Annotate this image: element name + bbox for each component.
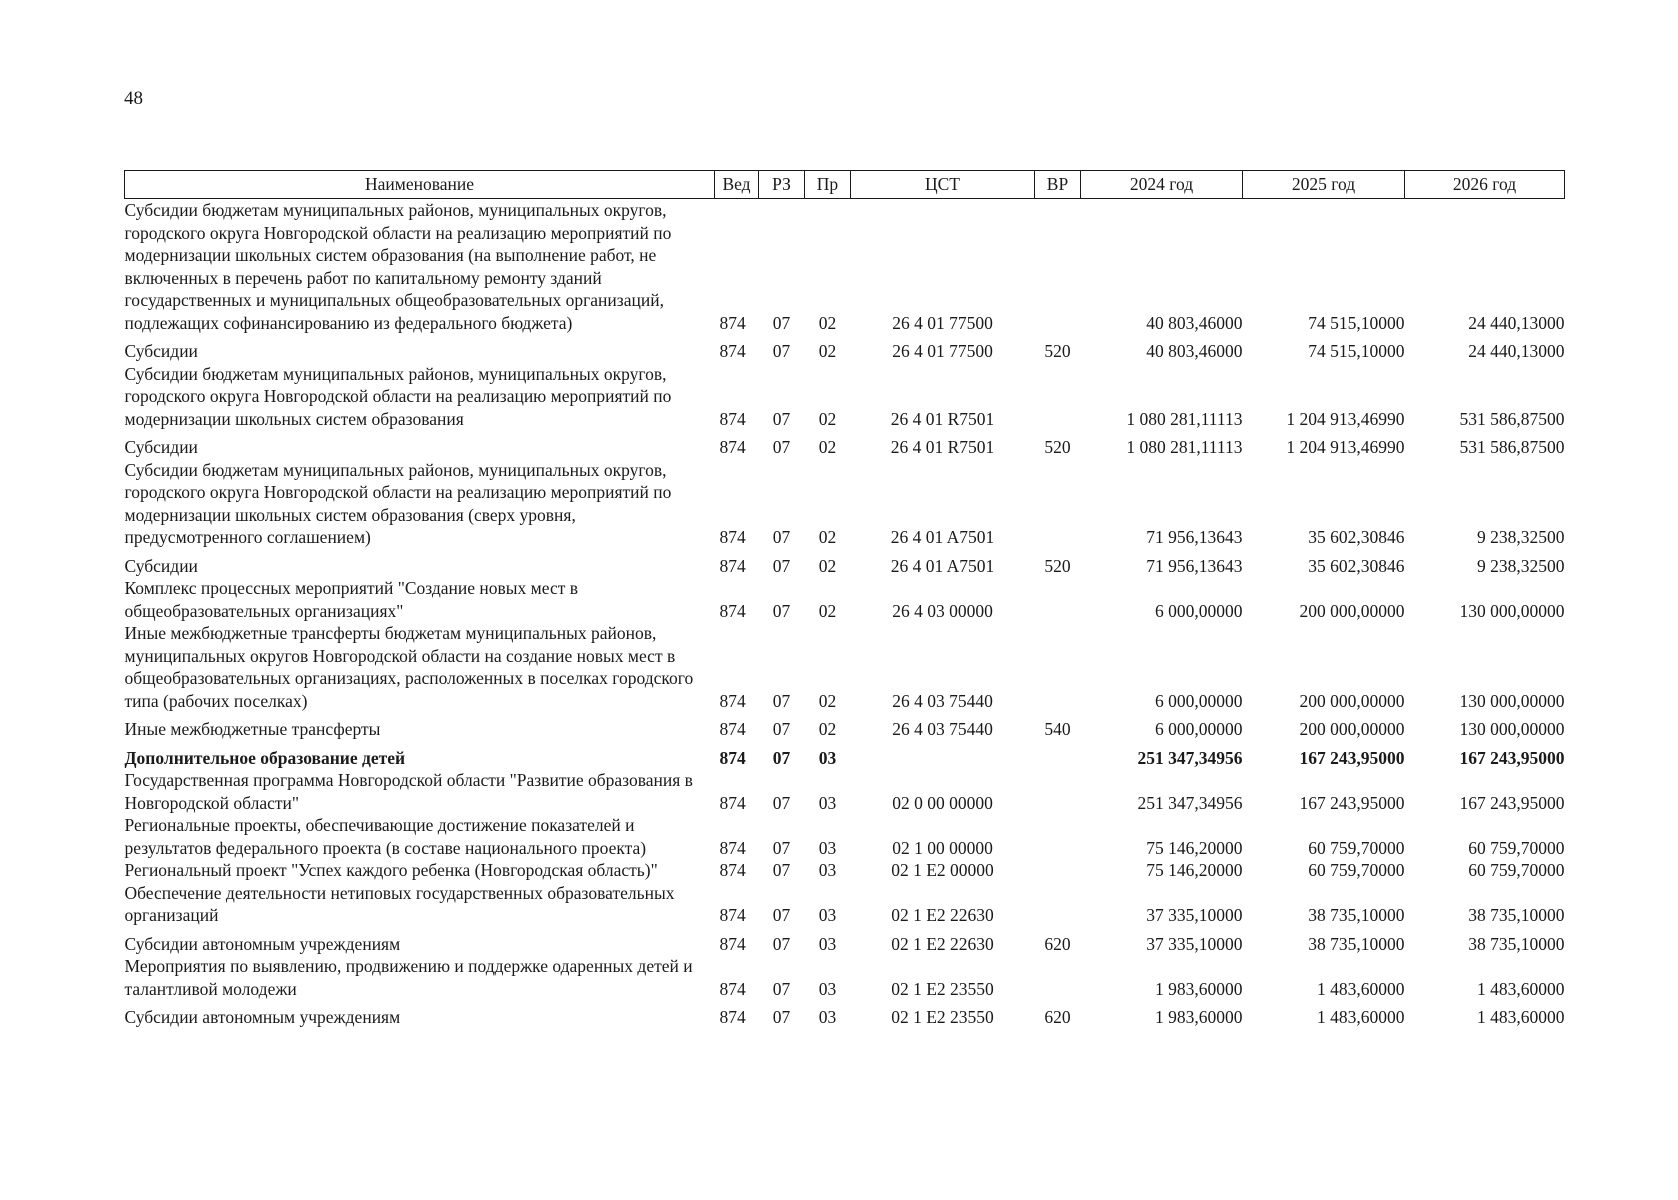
table-row (125, 334, 1565, 363)
row-rz: 07 (772, 837, 791, 858)
row-amount-2024: 1 080 281,11113 (1126, 437, 1243, 457)
row-pr: 03 (818, 1007, 837, 1027)
row-cst: 02 1 00 00000 (892, 837, 993, 858)
row-name: Субсидии бюджетам муниципальных районов, муниципальных округов, городского округа Новгородской области на реализацию мероприятий по модернизации школьных систем образования (124, 363, 672, 429)
row-amount-2026: 60 759,70000 (1468, 837, 1565, 858)
table-row (125, 1000, 1565, 1029)
row-amount-2024: 251 347,34956 (1137, 747, 1243, 768)
row-rz: 07 (772, 341, 791, 361)
row-amount-2025: 200 000,00000 (1299, 690, 1405, 711)
table-row (125, 955, 1565, 1000)
row-amount-2026: 24 440,13000 (1468, 312, 1565, 333)
row-amount-2025: 60 759,70000 (1308, 860, 1405, 880)
row-ved: 874 (719, 933, 746, 954)
row-rz: 07 (772, 747, 791, 768)
row-vr (1035, 814, 1081, 859)
header-cst: ЦСТ (851, 171, 1035, 199)
header-name: Наименование (125, 171, 715, 199)
header-2025: 2025 год (1243, 171, 1405, 199)
row-ved: 874 (719, 860, 746, 880)
header-pr: Пр (805, 171, 851, 199)
table-row (125, 712, 1565, 741)
row-amount-2024: 37 335,10000 (1146, 933, 1243, 954)
row-ved: 874 (719, 437, 746, 457)
row-amount-2026: 167 243,95000 (1459, 792, 1565, 813)
row-name: Субсидии бюджетам муниципальных районов, муниципальных округов, городского округа Новгородской области на реализацию мероприятий по модернизации школьных систем образования (сверх уровня, предусмотренного соглашением) (124, 459, 672, 547)
row-vr: 620 (1044, 933, 1071, 954)
row-rz: 07 (772, 860, 791, 880)
row-amount-2024: 6 000,00000 (1155, 719, 1243, 739)
row-cst: 02 1 E2 23550 (891, 1007, 994, 1027)
row-name: Субсидии (124, 341, 198, 361)
row-vr: 620 (1044, 1007, 1071, 1027)
row-ved: 874 (719, 312, 746, 333)
row-amount-2024: 6 000,00000 (1155, 690, 1243, 711)
row-ved: 874 (719, 341, 746, 361)
table-row (125, 199, 1565, 335)
row-cst: 26 4 03 00000 (892, 600, 993, 621)
row-vr (1035, 769, 1081, 814)
row-pr: 02 (818, 341, 837, 361)
row-pr: 02 (818, 600, 837, 621)
row-name: Региональные проекты, обеспечивающие достижение показателей и результатов федерального проекта (в составе национального проекта) (124, 815, 647, 858)
row-name: Комплекс процессных мероприятий "Создание новых мест в общеобразовательных организациях" (124, 578, 579, 621)
header-2026: 2026 год (1405, 171, 1565, 199)
row-name: Региональный проект "Успех каждого ребенка (Новгородская область)" (124, 860, 658, 880)
row-name: Иные межбюджетные трансферты (124, 719, 381, 739)
row-cst: 26 4 03 75440 (892, 719, 993, 739)
row-cst: 26 4 01 77500 (892, 312, 993, 333)
row-ved: 874 (719, 719, 746, 739)
row-pr: 03 (818, 905, 837, 925)
row-amount-2026: 130 000,00000 (1459, 690, 1565, 711)
row-rz: 07 (772, 719, 791, 739)
row-rz: 07 (772, 555, 791, 576)
table-row (125, 769, 1565, 814)
row-rz: 07 (772, 408, 791, 429)
row-vr (1035, 955, 1081, 1000)
row-amount-2025: 60 759,70000 (1308, 837, 1405, 858)
row-amount-2025: 1 483,60000 (1317, 978, 1405, 999)
table-row (125, 549, 1565, 578)
header-2024: 2024 год (1081, 171, 1243, 199)
row-amount-2024: 251 347,34956 (1137, 792, 1243, 813)
row-cst: 02 1 E2 23550 (891, 978, 994, 999)
row-amount-2025: 38 735,10000 (1308, 933, 1405, 954)
row-pr: 02 (818, 527, 837, 547)
table-header (125, 171, 1565, 199)
row-ved: 874 (719, 747, 746, 768)
row-amount-2025: 38 735,10000 (1308, 905, 1405, 925)
row-vr (1035, 459, 1081, 549)
header-vr: ВР (1035, 171, 1081, 199)
row-amount-2025: 1 483,60000 (1317, 1007, 1405, 1027)
row-vr: 520 (1044, 341, 1071, 361)
row-amount-2025: 200 000,00000 (1299, 600, 1405, 621)
row-cst: 26 4 01 A7501 (890, 527, 995, 547)
row-amount-2026: 9 238,32500 (1477, 527, 1565, 547)
row-ved: 874 (719, 978, 746, 999)
row-name: Обеспечение деятельности нетиповых государственных образовательных организаций (124, 882, 675, 925)
row-amount-2024: 40 803,46000 (1146, 341, 1243, 361)
row-amount-2026: 531 586,87500 (1459, 437, 1565, 457)
row-rz: 07 (772, 690, 791, 711)
row-amount-2024: 71 956,13643 (1146, 527, 1243, 547)
row-name: Субсидии автономным учреждениям (124, 1007, 401, 1027)
row-ved: 874 (719, 1007, 746, 1027)
row-vr (1035, 199, 1081, 335)
row-vr (1035, 577, 1081, 622)
row-cst: 02 1 E2 22630 (891, 905, 994, 925)
row-name: Субсидии (124, 555, 198, 576)
row-pr: 02 (818, 690, 837, 711)
row-cst: 02 1 E2 00000 (891, 860, 994, 880)
table-row (125, 430, 1565, 459)
row-name: Субсидии бюджетам муниципальных районов, муниципальных округов, городского округа Новгородской области на реализацию мероприятий по модернизации школьных систем образования (на выполнение работ, не включенных в перечень работ по капитальному ремонту зданий государственных и муниципальных общеобразовательных организаций, подлежащих софинансированию из федерального бюджета) (124, 200, 672, 333)
row-amount-2024: 75 146,20000 (1146, 860, 1243, 880)
row-name: Мероприятия по выявлению, продвижению и поддержке одаренных детей и талантливой молодежи (124, 956, 693, 999)
row-amount-2024: 40 803,46000 (1146, 312, 1243, 333)
row-pr: 03 (818, 860, 837, 880)
row-ved: 874 (719, 408, 746, 429)
row-amount-2026: 167 243,95000 (1459, 747, 1565, 768)
row-cst: 26 4 01 A7501 (890, 555, 995, 576)
row-rz: 07 (772, 792, 791, 813)
row-pr: 03 (818, 837, 837, 858)
row-vr (1035, 622, 1081, 712)
row-name: Субсидии автономным учреждениям (124, 933, 401, 954)
row-vr: 520 (1044, 555, 1071, 576)
row-amount-2025: 1 204 913,46990 (1286, 408, 1405, 429)
budget-table-container (124, 170, 1564, 1029)
row-rz: 07 (772, 1007, 791, 1027)
row-rz: 07 (772, 905, 791, 925)
row-amount-2025: 200 000,00000 (1299, 719, 1405, 739)
row-cst: 26 4 01 R7501 (890, 437, 995, 457)
row-amount-2026: 24 440,13000 (1468, 341, 1565, 361)
row-pr: 03 (818, 933, 837, 954)
row-rz: 07 (772, 978, 791, 999)
row-cst: 26 4 03 75440 (892, 690, 993, 711)
row-amount-2026: 38 735,10000 (1468, 905, 1565, 925)
table-row (125, 622, 1565, 712)
table-row (125, 459, 1565, 549)
row-vr: 540 (1044, 719, 1071, 739)
row-name: Иные межбюджетные трансферты бюджетам муниципальных районов, муниципальных округов Новгородской области на создание новых мест в общеобразовательных организациях, расположенных в поселках городского типа (рабочих поселках) (124, 623, 694, 711)
row-cst (851, 741, 1035, 770)
row-amount-2024: 71 956,13643 (1146, 555, 1243, 576)
row-pr: 02 (818, 312, 837, 333)
row-amount-2024: 37 335,10000 (1146, 905, 1243, 925)
row-amount-2026: 130 000,00000 (1459, 600, 1565, 621)
row-amount-2024: 1 983,60000 (1155, 978, 1243, 999)
row-amount-2026: 1 483,60000 (1477, 1007, 1565, 1027)
row-amount-2025: 167 243,95000 (1299, 747, 1405, 768)
table-row (125, 882, 1565, 927)
row-amount-2026: 1 483,60000 (1477, 978, 1565, 999)
row-amount-2025: 35 602,30846 (1308, 555, 1405, 576)
row-pr: 03 (818, 978, 837, 999)
row-ved: 874 (719, 600, 746, 621)
budget-table (124, 170, 1565, 1029)
page-number: 48 (124, 88, 143, 109)
row-amount-2026: 130 000,00000 (1459, 719, 1565, 739)
row-rz: 07 (772, 437, 791, 457)
row-rz: 07 (772, 527, 791, 547)
row-pr: 03 (818, 747, 837, 768)
row-amount-2026: 60 759,70000 (1468, 860, 1565, 880)
table-row (125, 577, 1565, 622)
row-rz: 07 (772, 933, 791, 954)
row-pr: 02 (818, 437, 837, 457)
row-pr: 02 (818, 408, 837, 429)
row-amount-2026: 38 735,10000 (1468, 933, 1565, 954)
row-rz: 07 (772, 600, 791, 621)
table-row (125, 814, 1565, 859)
row-ved: 874 (719, 690, 746, 711)
row-cst: 26 4 01 R7501 (890, 408, 995, 429)
row-name: Дополнительное образование детей (124, 747, 406, 768)
header-rz: РЗ (759, 171, 805, 199)
row-amount-2026: 531 586,87500 (1459, 408, 1565, 429)
row-pr: 03 (818, 792, 837, 813)
row-cst: 26 4 01 77500 (892, 341, 993, 361)
row-ved: 874 (719, 792, 746, 813)
table-row (125, 927, 1565, 956)
table-row (125, 363, 1565, 431)
row-ved: 874 (719, 527, 746, 547)
row-vr: 520 (1044, 437, 1071, 457)
row-amount-2024: 6 000,00000 (1155, 600, 1243, 621)
row-ved: 874 (719, 837, 746, 858)
header-row (125, 171, 1565, 199)
row-amount-2024: 75 146,20000 (1146, 837, 1243, 858)
row-name: Субсидии (124, 437, 198, 457)
table-body (125, 199, 1565, 1029)
row-amount-2024: 1 983,60000 (1155, 1007, 1243, 1027)
row-pr: 02 (818, 719, 837, 739)
row-amount-2025: 167 243,95000 (1299, 792, 1405, 813)
row-vr (1035, 859, 1081, 882)
row-amount-2025: 1 204 913,46990 (1286, 437, 1405, 457)
row-name: Государственная программа Новгородской области "Развитие образования в Новгородской области" (124, 770, 693, 813)
table-row (125, 741, 1565, 770)
header-ved: Вед (715, 171, 759, 199)
row-vr (1035, 741, 1081, 770)
row-rz: 07 (772, 312, 791, 333)
row-cst: 02 0 00 00000 (892, 792, 993, 813)
row-ved: 874 (719, 905, 746, 925)
row-vr (1035, 882, 1081, 927)
row-vr (1035, 363, 1081, 431)
row-ved: 874 (719, 555, 746, 576)
row-amount-2026: 9 238,32500 (1477, 555, 1565, 576)
row-pr: 02 (818, 555, 837, 576)
row-cst: 02 1 E2 22630 (891, 933, 994, 954)
row-amount-2025: 74 515,10000 (1308, 312, 1405, 333)
row-amount-2025: 35 602,30846 (1308, 527, 1405, 547)
row-amount-2025: 74 515,10000 (1308, 341, 1405, 361)
table-row (125, 859, 1565, 882)
row-amount-2024: 1 080 281,11113 (1126, 408, 1243, 429)
